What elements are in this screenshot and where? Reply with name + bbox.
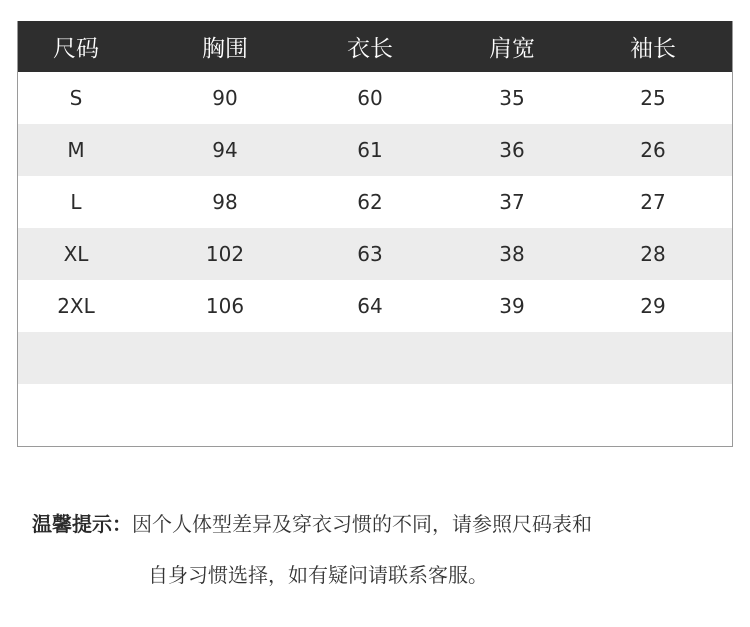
table-cell: 29 (640, 294, 666, 318)
empty-table-row (18, 384, 732, 444)
table-row (18, 228, 732, 280)
table-cell: 35 (499, 86, 525, 110)
table-cell: 36 (499, 138, 525, 162)
table-cell: 37 (499, 190, 525, 214)
header-size: 尺码 (53, 36, 99, 62)
table-cell: 106 (205, 294, 245, 318)
table-cell: 28 (640, 242, 666, 266)
table-header-row (18, 21, 732, 72)
table-cell: 63 (357, 242, 383, 266)
table-cell: 25 (640, 86, 666, 110)
size-notice (32, 509, 732, 587)
table-cell: 62 (357, 190, 383, 214)
table-cell: 64 (357, 294, 383, 318)
table-cell: 38 (499, 242, 525, 266)
table-cell: XL (63, 242, 89, 266)
table-row (18, 280, 732, 332)
table-cell: M (67, 138, 85, 162)
table-cell: 27 (640, 190, 666, 214)
header-length: 衣长 (347, 36, 393, 62)
table-row (18, 124, 732, 176)
table-cell: L (70, 190, 82, 214)
table-row (18, 176, 732, 228)
size-chart-table (17, 21, 733, 447)
notice-text-1: 因个人体型差异及穿衣习惯的不同，请参照尺码表和 (132, 512, 592, 536)
header-shoulder: 肩宽 (489, 36, 535, 62)
notice-text-2: 自身习惯选择，如有疑问请联系客服。 (148, 563, 488, 587)
notice-line-1 (32, 509, 732, 539)
table-cell: 102 (205, 242, 245, 266)
table-cell: S (69, 86, 83, 110)
table-row (18, 72, 732, 124)
header-sleeve: 袖长 (630, 36, 676, 62)
empty-table-row (18, 332, 732, 384)
table-cell: 26 (640, 138, 666, 162)
table-cell: 90 (212, 86, 238, 110)
notice-label: 温馨提示： (32, 512, 132, 536)
table-cell: 94 (212, 138, 238, 162)
table-cell: 98 (212, 190, 238, 214)
table-cell: 61 (357, 138, 383, 162)
table-cell: 39 (499, 294, 525, 318)
header-chest: 胸围 (202, 36, 248, 62)
table-cell: 60 (357, 86, 383, 110)
table-cell: 2XL (57, 294, 95, 318)
